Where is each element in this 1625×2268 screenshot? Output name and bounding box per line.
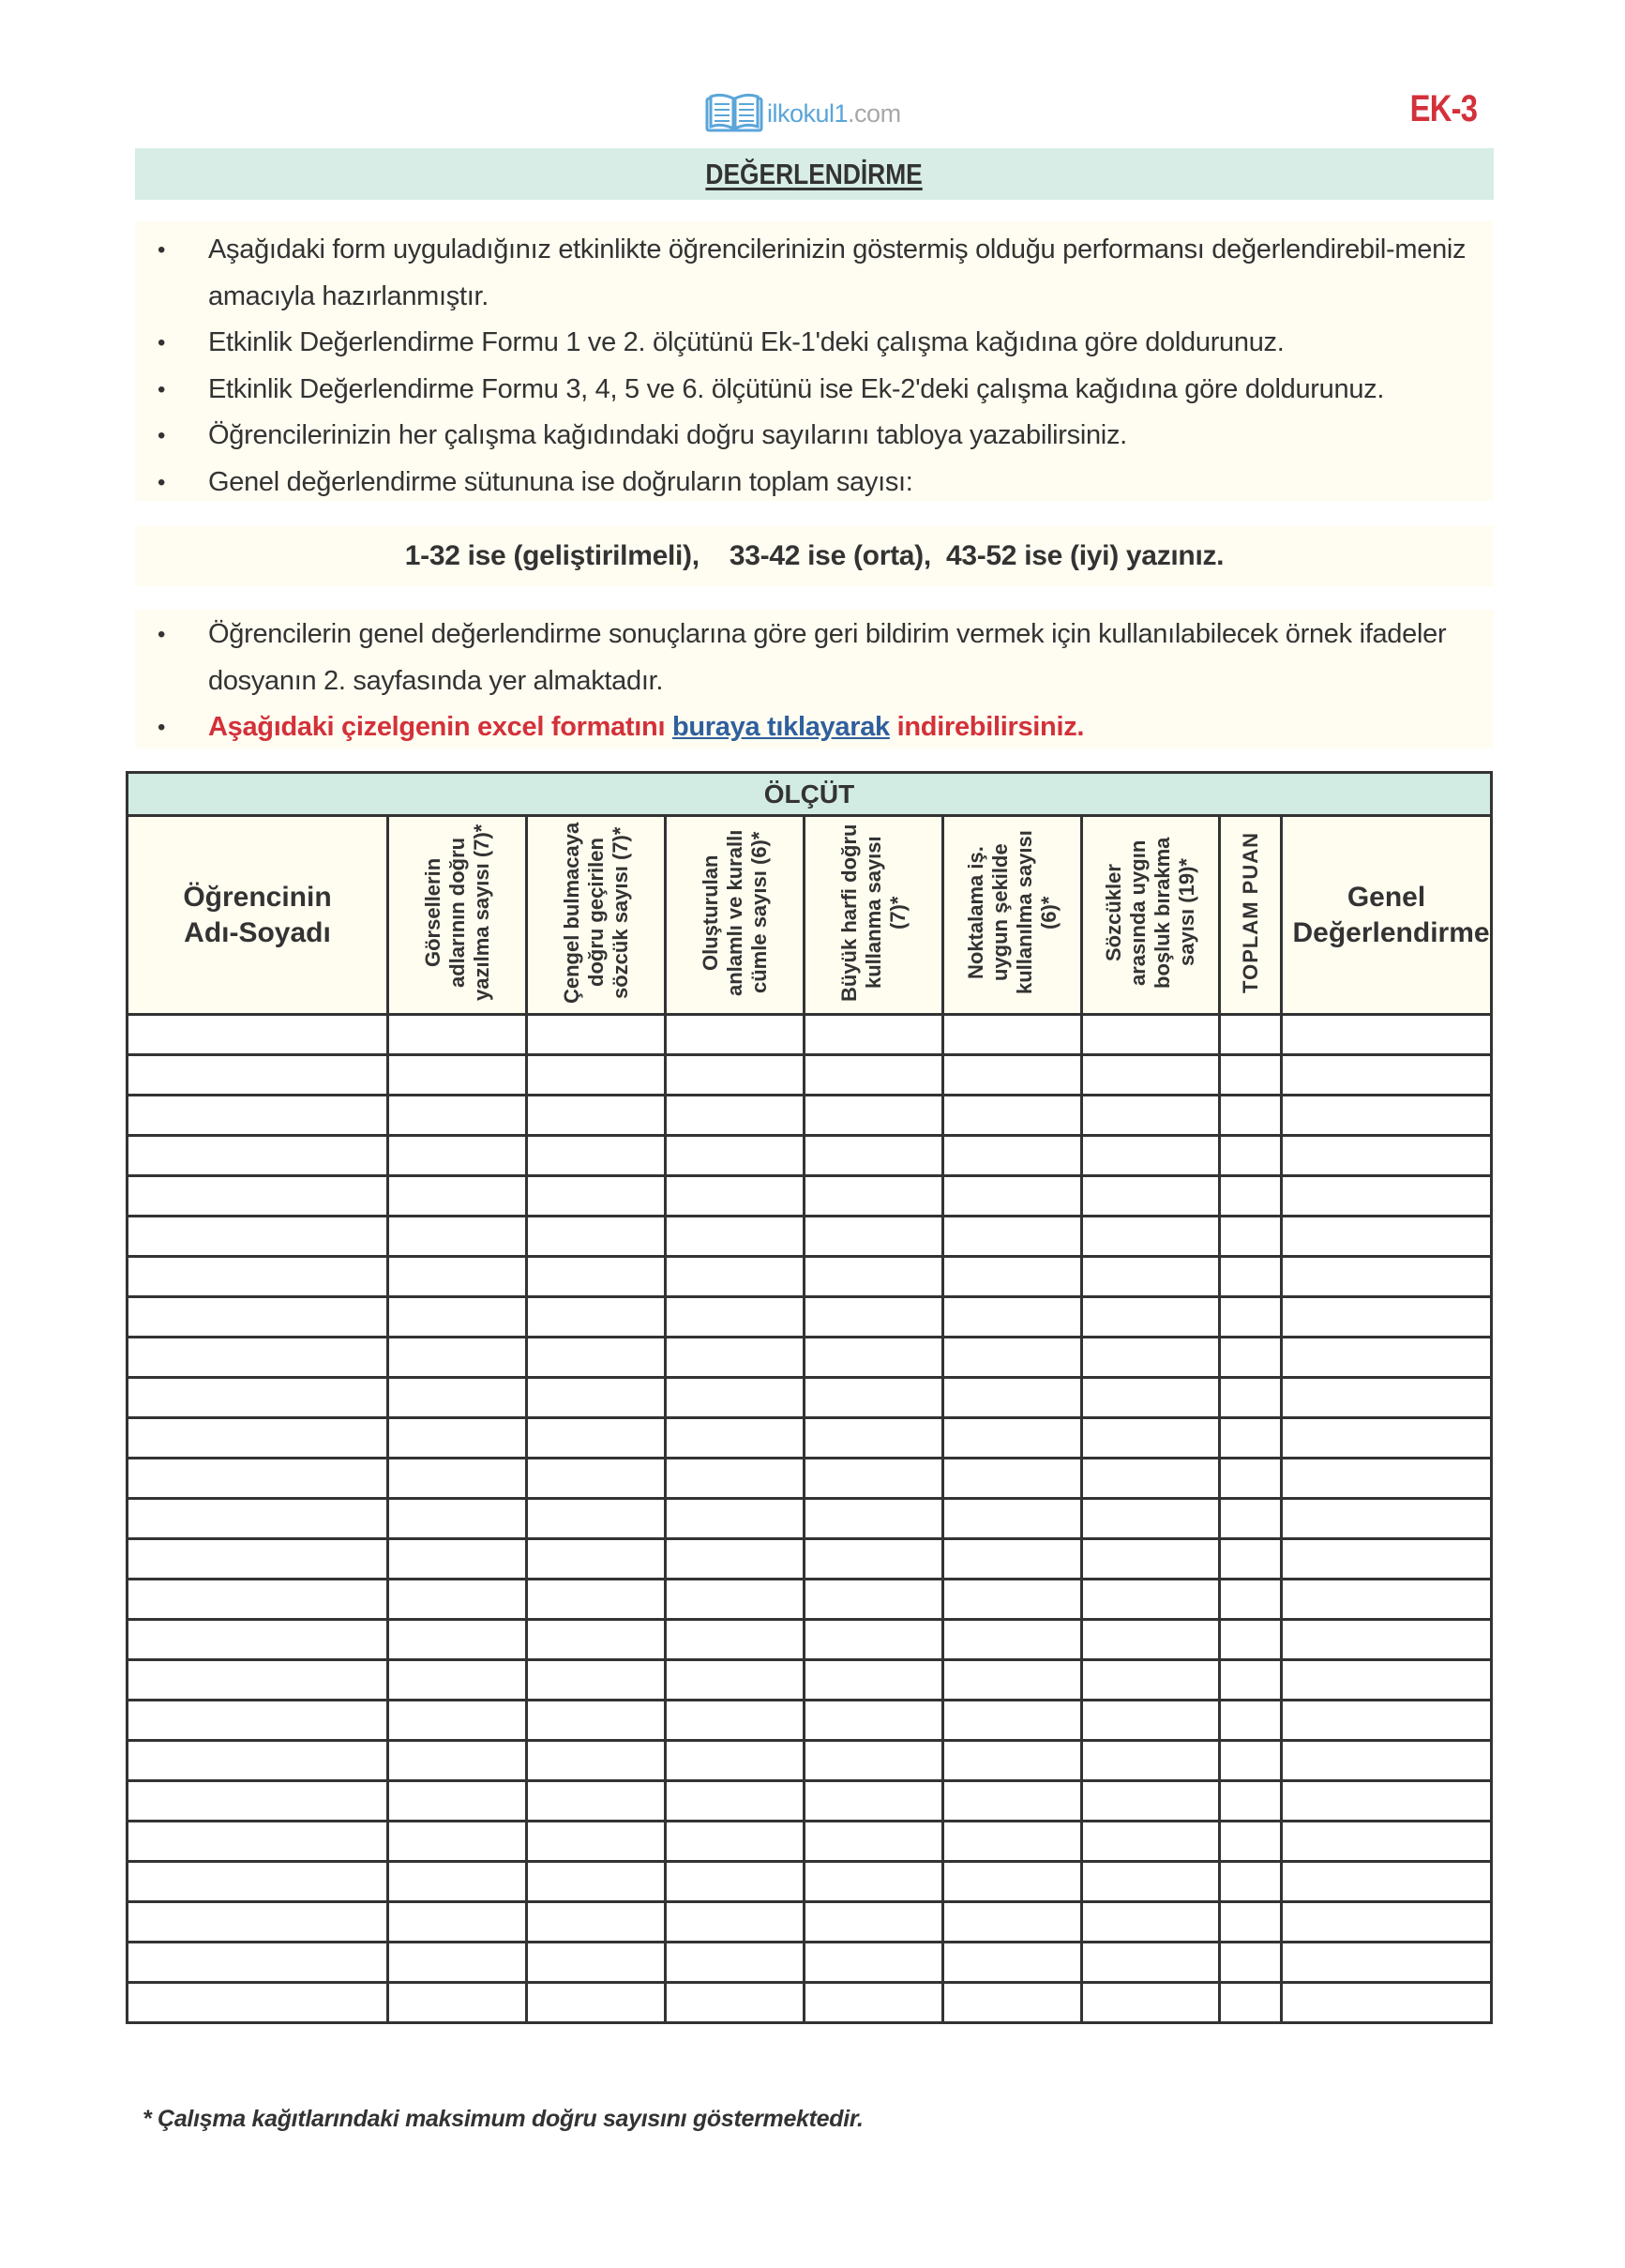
criterion-cell[interactable]	[805, 1943, 943, 1983]
criterion-cell[interactable]	[388, 1862, 527, 1902]
notes-box	[135, 610, 1494, 748]
total-score-cell[interactable]	[1220, 1902, 1282, 1943]
criterion-cell[interactable]	[388, 1499, 527, 1539]
criterion-cell[interactable]	[527, 1378, 666, 1418]
criterion-cell[interactable]	[527, 1943, 666, 1983]
page-title: DEĞERLENDİRME	[705, 157, 924, 190]
criterion-cell[interactable]	[666, 1176, 805, 1217]
criterion-cell[interactable]	[666, 1862, 805, 1902]
table-row	[128, 1781, 1492, 1822]
criterion-cell[interactable]	[666, 1378, 805, 1418]
table-row	[128, 1297, 1492, 1338]
criterion-cell[interactable]	[388, 1217, 527, 1257]
general-evaluation-cell[interactable]	[1282, 1701, 1492, 1741]
instruction-item: • Etkinlik Değerlendirme Formu 3, 4, 5 ve 6. ölçütünü ise Ek-2'deki çalışma kağıdına göre doldurunuz.	[135, 367, 1494, 414]
general-evaluation-cell[interactable]	[1282, 1176, 1492, 1217]
table-row	[128, 1943, 1492, 1983]
bullet-icon: •	[158, 237, 166, 263]
criterion-cell[interactable]	[388, 1902, 527, 1943]
table-row	[128, 1257, 1492, 1297]
criterion-cell[interactable]	[1082, 1418, 1220, 1459]
criterion-cell[interactable]	[805, 1378, 943, 1418]
criterion-cell[interactable]	[1082, 1217, 1220, 1257]
criterion-header: Noktalama iş. uygun şekilde kullanılma sayısı (6)*	[943, 816, 1082, 1015]
student-name-cell[interactable]	[128, 1378, 388, 1418]
criterion-cell[interactable]	[388, 1418, 527, 1459]
criterion-cell[interactable]	[666, 1620, 805, 1660]
criterion-cell[interactable]	[666, 1539, 805, 1580]
criterion-cell[interactable]	[666, 1499, 805, 1539]
total-score-cell[interactable]	[1220, 1136, 1282, 1176]
criterion-cell[interactable]	[666, 1781, 805, 1822]
criterion-cell[interactable]	[943, 1983, 1082, 2023]
criterion-cell[interactable]	[943, 1620, 1082, 1660]
criterion-cell[interactable]	[388, 1741, 527, 1781]
table-row	[128, 1983, 1492, 2023]
table-row	[128, 1660, 1492, 1701]
scoring-ranges-box	[135, 526, 1494, 586]
table-body	[128, 1015, 1492, 2023]
student-name-cell[interactable]	[128, 1015, 388, 1055]
total-score-cell[interactable]	[1220, 1257, 1282, 1297]
criterion-cell[interactable]	[1082, 1297, 1220, 1338]
criterion-cell[interactable]	[943, 1217, 1082, 1257]
general-evaluation-cell[interactable]	[1282, 1378, 1492, 1418]
student-name-cell[interactable]	[128, 1943, 388, 1983]
scoring-ranges: 1-32 ise (geliştirilmeli), 33-42 ise (orta), 43-52 ise (iyi) yazınız.	[404, 540, 1225, 571]
criterion-cell[interactable]	[805, 1297, 943, 1338]
criterion-cell[interactable]	[1082, 1136, 1220, 1176]
student-name-cell[interactable]	[128, 1338, 388, 1378]
criterion-cell[interactable]	[943, 1580, 1082, 1620]
student-name-cell[interactable]	[128, 1297, 388, 1338]
criterion-cell[interactable]	[805, 1055, 943, 1096]
total-score-cell[interactable]	[1220, 1378, 1282, 1418]
criterion-cell[interactable]	[943, 1257, 1082, 1297]
criterion-cell[interactable]	[388, 1176, 527, 1217]
total-score-cell[interactable]	[1220, 1620, 1282, 1660]
criterion-cell[interactable]	[666, 1660, 805, 1701]
criterion-cell[interactable]	[527, 1459, 666, 1499]
total-score-cell[interactable]	[1220, 1217, 1282, 1257]
student-name-cell[interactable]	[128, 1781, 388, 1822]
criterion-cell[interactable]	[666, 1822, 805, 1862]
criterion-cell[interactable]	[388, 1660, 527, 1701]
criterion-cell[interactable]	[666, 1055, 805, 1096]
criterion-cell[interactable]	[527, 1499, 666, 1539]
total-score-cell[interactable]	[1220, 1822, 1282, 1862]
criterion-cell[interactable]	[805, 1741, 943, 1781]
criterion-cell[interactable]	[666, 1136, 805, 1176]
criterion-cell[interactable]	[1082, 1257, 1220, 1297]
criterion-cell[interactable]	[943, 1539, 1082, 1580]
criterion-cell[interactable]	[666, 1338, 805, 1378]
criterion-cell[interactable]	[805, 1902, 943, 1943]
total-score-cell[interactable]	[1220, 1338, 1282, 1378]
bullet-icon: •	[158, 622, 166, 647]
criterion-cell[interactable]	[527, 1660, 666, 1701]
criterion-cell[interactable]	[527, 1741, 666, 1781]
criterion-cell[interactable]	[388, 1338, 527, 1378]
download-prefix: Aşağıdaki çizelgenin excel formatını	[208, 712, 666, 742]
criterion-cell[interactable]	[388, 1459, 527, 1499]
general-evaluation-header: Genel Değerlendirme	[1282, 816, 1492, 1015]
student-name-cell[interactable]	[128, 1176, 388, 1217]
general-evaluation-cell[interactable]	[1282, 1741, 1492, 1781]
evaluation-table	[126, 771, 1493, 2024]
general-evaluation-cell[interactable]	[1282, 1943, 1492, 1983]
logo-brand: ilkokul1	[767, 98, 849, 128]
instruction-item: • Öğrencilerinizin her çalışma kağıdındaki doğru sayılarını tabloya yazabilirsiniz.	[135, 413, 1494, 460]
criterion-cell[interactable]	[388, 1539, 527, 1580]
criterion-cell[interactable]	[805, 1620, 943, 1660]
criterion-cell[interactable]	[1082, 1580, 1220, 1620]
criterion-cell[interactable]	[666, 1217, 805, 1257]
criterion-cell[interactable]	[943, 1015, 1082, 1055]
logo-text	[767, 99, 901, 129]
criterion-cell[interactable]	[1082, 1055, 1220, 1096]
criterion-cell[interactable]	[805, 1257, 943, 1297]
table-row	[128, 1338, 1492, 1378]
total-score-header: TOPLAM PUAN	[1220, 816, 1282, 1015]
criterion-cell[interactable]	[666, 1983, 805, 2023]
criterion-cell[interactable]	[527, 1902, 666, 1943]
student-name-cell[interactable]	[128, 1741, 388, 1781]
total-score-cell[interactable]	[1220, 1701, 1282, 1741]
table-row	[128, 1902, 1492, 1943]
student-name-cell[interactable]	[128, 1660, 388, 1701]
general-evaluation-cell[interactable]	[1282, 1580, 1492, 1620]
criteria-group-header: ÖLÇÜT	[128, 773, 1492, 816]
general-evaluation-cell[interactable]	[1282, 1983, 1492, 2023]
general-evaluation-cell[interactable]	[1282, 1539, 1492, 1580]
criterion-cell[interactable]	[666, 1257, 805, 1297]
table-row	[128, 1620, 1492, 1660]
table-row	[128, 1176, 1492, 1217]
total-score-cell[interactable]	[1220, 1943, 1282, 1983]
criterion-cell[interactable]	[388, 1257, 527, 1297]
criterion-cell[interactable]	[527, 1580, 666, 1620]
bullet-icon: •	[158, 376, 166, 402]
table-row	[128, 1580, 1492, 1620]
criterion-cell[interactable]	[943, 1055, 1082, 1096]
general-evaluation-cell[interactable]	[1282, 1862, 1492, 1902]
instructions-box	[135, 221, 1494, 501]
table-row	[128, 1822, 1492, 1862]
general-evaluation-cell[interactable]	[1282, 1499, 1492, 1539]
criterion-cell[interactable]	[943, 1096, 1082, 1136]
criterion-cell[interactable]	[805, 1176, 943, 1217]
table-row	[128, 1015, 1492, 1055]
student-name-cell[interactable]	[128, 1580, 388, 1620]
criterion-cell[interactable]	[1082, 1822, 1220, 1862]
general-evaluation-cell[interactable]	[1282, 1338, 1492, 1378]
criterion-cell[interactable]	[388, 1943, 527, 1983]
criterion-cell[interactable]	[943, 1781, 1082, 1822]
criterion-cell[interactable]	[1082, 1660, 1220, 1701]
criterion-cell[interactable]	[666, 1943, 805, 1983]
criterion-cell[interactable]	[1082, 1176, 1220, 1217]
criterion-cell[interactable]	[943, 1741, 1082, 1781]
criterion-cell[interactable]	[805, 1539, 943, 1580]
criterion-cell[interactable]	[805, 1096, 943, 1136]
criterion-cell[interactable]	[943, 1459, 1082, 1499]
criterion-cell[interactable]	[943, 1378, 1082, 1418]
total-score-cell[interactable]	[1220, 1418, 1282, 1459]
total-score-cell[interactable]	[1220, 1983, 1282, 2023]
criterion-cell[interactable]	[388, 1983, 527, 2023]
criterion-cell[interactable]	[388, 1701, 527, 1741]
criterion-cell[interactable]	[943, 1660, 1082, 1701]
general-evaluation-cell[interactable]	[1282, 1902, 1492, 1943]
criterion-cell[interactable]	[1082, 1943, 1220, 1983]
criterion-cell[interactable]	[1082, 1983, 1220, 2023]
student-name-cell[interactable]	[128, 1096, 388, 1136]
table-row	[128, 1862, 1492, 1902]
total-score-cell[interactable]	[1220, 1459, 1282, 1499]
criterion-cell[interactable]	[1082, 1620, 1220, 1660]
total-score-cell[interactable]	[1220, 1539, 1282, 1580]
general-evaluation-cell[interactable]	[1282, 1096, 1492, 1136]
bullet-icon: •	[158, 423, 166, 448]
criterion-cell[interactable]	[388, 1055, 527, 1096]
criterion-cell[interactable]	[527, 1539, 666, 1580]
criterion-cell[interactable]	[1082, 1015, 1220, 1055]
general-evaluation-cell[interactable]	[1282, 1257, 1492, 1297]
table-row	[128, 1418, 1492, 1459]
criterion-cell[interactable]	[943, 1943, 1082, 1983]
criterion-cell[interactable]	[1082, 1459, 1220, 1499]
criterion-cell[interactable]	[805, 1015, 943, 1055]
total-score-cell[interactable]	[1220, 1781, 1282, 1822]
criterion-cell[interactable]	[1082, 1338, 1220, 1378]
table-row	[128, 1136, 1492, 1176]
criterion-cell[interactable]	[943, 1822, 1082, 1862]
criterion-cell[interactable]	[805, 1217, 943, 1257]
student-name-cell[interactable]	[128, 1862, 388, 1902]
table-row	[128, 1701, 1492, 1741]
criterion-cell[interactable]	[1082, 1781, 1220, 1822]
total-score-cell[interactable]	[1220, 1015, 1282, 1055]
criterion-cell[interactable]	[666, 1096, 805, 1136]
table-row	[128, 1459, 1492, 1499]
criterion-cell[interactable]	[1082, 1862, 1220, 1902]
criterion-cell[interactable]	[943, 1297, 1082, 1338]
criterion-cell[interactable]	[388, 1297, 527, 1338]
criterion-cell[interactable]	[943, 1701, 1082, 1741]
criterion-cell[interactable]	[943, 1338, 1082, 1378]
criterion-cell[interactable]	[805, 1418, 943, 1459]
bullet-icon: •	[158, 469, 166, 495]
criterion-cell[interactable]	[666, 1741, 805, 1781]
criterion-cell[interactable]	[805, 1862, 943, 1902]
total-score-cell[interactable]	[1220, 1660, 1282, 1701]
criterion-cell[interactable]	[805, 1580, 943, 1620]
student-name-cell[interactable]	[128, 1499, 388, 1539]
criterion-cell[interactable]	[388, 1781, 527, 1822]
total-score-cell[interactable]	[1220, 1096, 1282, 1136]
table-row	[128, 1055, 1492, 1096]
student-name-header: Öğrencinin Adı-Soyadı	[128, 816, 388, 1015]
student-name-cell[interactable]	[128, 1902, 388, 1943]
criterion-header: Sözcükler arasında uygın boşluk bırakma sayısı (19)*	[1082, 816, 1220, 1015]
student-name-cell[interactable]	[128, 1983, 388, 2023]
general-evaluation-cell[interactable]	[1282, 1660, 1492, 1701]
total-score-cell[interactable]	[1220, 1297, 1282, 1338]
criterion-cell[interactable]	[527, 1015, 666, 1055]
criterion-cell[interactable]	[527, 1822, 666, 1862]
criterion-cell[interactable]	[527, 1217, 666, 1257]
instruction-item: • Aşağıdaki form uyguladığınız etkinlikte öğrencilerinizin göstermiş olduğu performansı değerlendirebil-meniz amacıyla hazırlanmıştır.	[135, 227, 1494, 320]
criterion-cell[interactable]	[666, 1459, 805, 1499]
student-name-cell[interactable]	[128, 1055, 388, 1096]
criterion-header: Büyük harfi doğru kullanma sayısı (7)*	[805, 816, 943, 1015]
criterion-cell[interactable]	[943, 1902, 1082, 1943]
criterion-cell[interactable]	[805, 1822, 943, 1862]
criterion-cell[interactable]	[527, 1701, 666, 1741]
open-book-icon	[705, 91, 763, 137]
general-evaluation-cell[interactable]	[1282, 1015, 1492, 1055]
student-name-cell[interactable]	[128, 1822, 388, 1862]
criterion-cell[interactable]	[527, 1781, 666, 1822]
total-score-cell[interactable]	[1220, 1741, 1282, 1781]
criterion-cell[interactable]	[388, 1136, 527, 1176]
total-score-cell[interactable]	[1220, 1499, 1282, 1539]
table-row	[128, 1741, 1492, 1781]
total-score-cell[interactable]	[1220, 1176, 1282, 1217]
criterion-cell[interactable]	[527, 1176, 666, 1217]
bullet-icon: •	[158, 330, 166, 355]
criterion-cell[interactable]	[527, 1096, 666, 1136]
student-name-cell[interactable]	[128, 1701, 388, 1741]
general-evaluation-cell[interactable]	[1282, 1620, 1492, 1660]
download-suffix: indirebilirsiniz.	[896, 712, 1085, 742]
criterion-cell[interactable]	[1082, 1096, 1220, 1136]
instruction-item: • Etkinlik Değerlendirme Formu 1 ve 2. ölçütünü Ek-1'deki çalışma kağıdına göre doldurunuz.	[135, 320, 1494, 367]
table-row	[128, 1499, 1492, 1539]
student-name-cell[interactable]	[128, 1257, 388, 1297]
criterion-cell[interactable]	[805, 1701, 943, 1741]
criterion-cell[interactable]	[527, 1620, 666, 1660]
total-score-cell[interactable]	[1220, 1580, 1282, 1620]
annex-label: EK-3	[1409, 88, 1477, 129]
criterion-cell[interactable]	[943, 1499, 1082, 1539]
criterion-cell[interactable]	[388, 1378, 527, 1418]
criterion-cell[interactable]	[388, 1620, 527, 1660]
general-evaluation-cell[interactable]	[1282, 1781, 1492, 1822]
general-evaluation-cell[interactable]	[1282, 1418, 1492, 1459]
criterion-cell[interactable]	[527, 1055, 666, 1096]
criterion-cell[interactable]	[527, 1257, 666, 1297]
criterion-cell[interactable]	[666, 1580, 805, 1620]
general-evaluation-cell[interactable]	[1282, 1459, 1492, 1499]
general-evaluation-cell[interactable]	[1282, 1297, 1492, 1338]
criterion-cell[interactable]	[388, 1580, 527, 1620]
criterion-cell[interactable]	[805, 1781, 943, 1822]
criterion-cell[interactable]	[527, 1983, 666, 2023]
criterion-cell[interactable]	[805, 1499, 943, 1539]
table-row	[128, 1378, 1492, 1418]
student-name-cell[interactable]	[128, 1620, 388, 1660]
criterion-cell[interactable]	[805, 1459, 943, 1499]
table-row	[128, 1096, 1492, 1136]
criterion-cell[interactable]	[388, 1822, 527, 1862]
criterion-cell[interactable]	[527, 1136, 666, 1176]
excel-download-link[interactable]: buraya tıklayarak	[671, 712, 890, 742]
total-score-cell[interactable]	[1220, 1862, 1282, 1902]
criterion-cell[interactable]	[666, 1015, 805, 1055]
title-band	[135, 148, 1494, 200]
criterion-cell[interactable]	[943, 1418, 1082, 1459]
criterion-cell[interactable]	[388, 1015, 527, 1055]
student-name-cell[interactable]	[128, 1136, 388, 1176]
criterion-header: Görsellerin adlarının doğru yazılma sayısı (7)*	[388, 816, 527, 1015]
criterion-cell[interactable]	[1082, 1499, 1220, 1539]
criterion-cell[interactable]	[666, 1418, 805, 1459]
criterion-cell[interactable]	[666, 1701, 805, 1741]
student-name-cell[interactable]	[128, 1459, 388, 1499]
criterion-cell[interactable]	[527, 1418, 666, 1459]
logo-tld: .com	[848, 98, 901, 128]
general-evaluation-cell[interactable]	[1282, 1217, 1492, 1257]
criterion-cell[interactable]	[666, 1902, 805, 1943]
criterion-cell[interactable]	[1082, 1378, 1220, 1418]
table-row	[128, 1539, 1492, 1580]
criterion-cell[interactable]	[805, 1136, 943, 1176]
criterion-cell[interactable]	[388, 1096, 527, 1136]
student-name-cell[interactable]	[128, 1418, 388, 1459]
criterion-cell[interactable]	[527, 1297, 666, 1338]
table-row	[128, 1217, 1492, 1257]
site-logo	[705, 92, 901, 135]
instruction-item: • Genel değerlendirme sütununa ise doğruların toplam sayısı:	[135, 460, 1494, 507]
criterion-cell[interactable]	[805, 1983, 943, 2023]
note-item: • Öğrencilerin genel değerlendirme sonuçlarına göre geri bildirim vermek için kullanılabilecek örnek ifadeler dosyanın 2. sayfasında yer almaktadır.	[135, 612, 1494, 704]
bullet-icon: •	[158, 715, 166, 740]
criterion-cell[interactable]	[943, 1176, 1082, 1217]
student-name-cell[interactable]	[128, 1539, 388, 1580]
general-evaluation-cell[interactable]	[1282, 1136, 1492, 1176]
total-score-cell[interactable]	[1220, 1055, 1282, 1096]
criterion-cell[interactable]	[1082, 1902, 1220, 1943]
criterion-cell[interactable]	[943, 1862, 1082, 1902]
criterion-cell[interactable]	[1082, 1539, 1220, 1580]
criterion-cell[interactable]	[943, 1136, 1082, 1176]
criterion-cell[interactable]	[1082, 1701, 1220, 1741]
criterion-cell[interactable]	[1082, 1741, 1220, 1781]
criterion-cell[interactable]	[527, 1338, 666, 1378]
criterion-header: Oluşturulan anlamlı ve kurallı cümle sayısı (6)*	[666, 816, 805, 1015]
general-evaluation-cell[interactable]	[1282, 1822, 1492, 1862]
general-evaluation-cell[interactable]	[1282, 1055, 1492, 1096]
criterion-cell[interactable]	[805, 1338, 943, 1378]
criterion-header: Çengel bulmacaya doğru geçirilen sözcük sayısı (7)*	[527, 816, 666, 1015]
student-name-cell[interactable]	[128, 1217, 388, 1257]
criterion-cell[interactable]	[527, 1862, 666, 1902]
download-note	[135, 704, 1494, 751]
footnote: * Çalışma kağıtlarındaki maksimum doğru sayısını göstermektedir.	[143, 2106, 864, 2132]
criterion-cell[interactable]	[805, 1660, 943, 1701]
criterion-cell[interactable]	[666, 1297, 805, 1338]
